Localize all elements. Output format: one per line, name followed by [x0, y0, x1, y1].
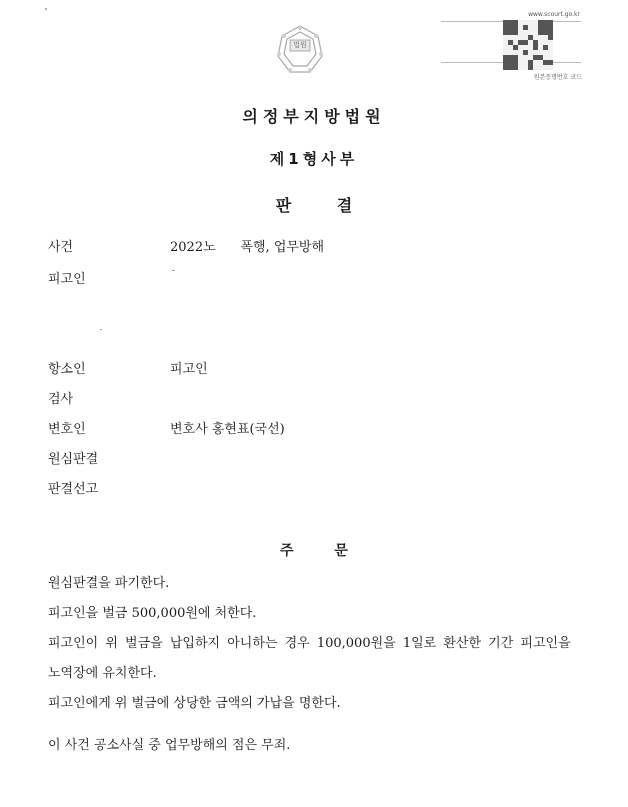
scan-speck: [45, 8, 47, 10]
original-judgment-label: 원심판결: [48, 452, 99, 467]
appellant-label: 항소인: [48, 362, 86, 377]
verification-qr-code: [503, 20, 553, 70]
case-value: 2022노 폭행, 업무방해: [170, 240, 325, 255]
order-line: 피고인이 위 벌금을 납입하지 아니하는 경우 100,000원을 1일로 환산한 기간 피고인을: [48, 636, 571, 651]
case-info-row: [48, 418, 285, 437]
case-info-row: [48, 448, 120, 467]
case-info-row: [48, 388, 120, 407]
redaction-speck: [172, 270, 175, 271]
order-heading: 주 문: [280, 543, 348, 559]
case-info-row: [48, 268, 120, 287]
verification-url: www.scourt.go.kr: [528, 11, 580, 18]
case-info-row: [48, 358, 208, 377]
order-line: 원심판결을 파기한다.: [48, 576, 170, 591]
case-label: 사건: [48, 240, 74, 255]
order-line: 노역장에 유치한다.: [48, 666, 157, 681]
division-name: 제1형사부: [269, 150, 359, 168]
case-info-row: [48, 478, 120, 497]
order-line: 이 사건 공소사실 중 업무방해의 점은 무죄.: [48, 738, 291, 753]
seal-label: 법원: [293, 41, 307, 49]
court-name: 의정부지방법원: [242, 107, 386, 126]
redaction-speck: [100, 329, 102, 330]
prosecutor-label: 검사: [48, 392, 74, 407]
case-info-row: [48, 236, 325, 255]
defendant-label: 피고인: [48, 272, 86, 287]
document-title: 판 결: [275, 196, 353, 215]
counsel-label: 변호인: [48, 422, 86, 437]
order-line: 피고인에게 위 벌금에 상당한 금액의 가납을 명한다.: [48, 696, 341, 711]
qr-caption: 원본증명번호 코드: [533, 74, 582, 81]
counsel-value: 변호사 홍현표(국선): [170, 422, 285, 437]
appellant-value: 피고인: [170, 362, 208, 377]
order-line: 피고인을 벌금 500,000원에 처한다.: [48, 606, 257, 621]
pronouncement-label: 판결선고: [48, 482, 99, 497]
